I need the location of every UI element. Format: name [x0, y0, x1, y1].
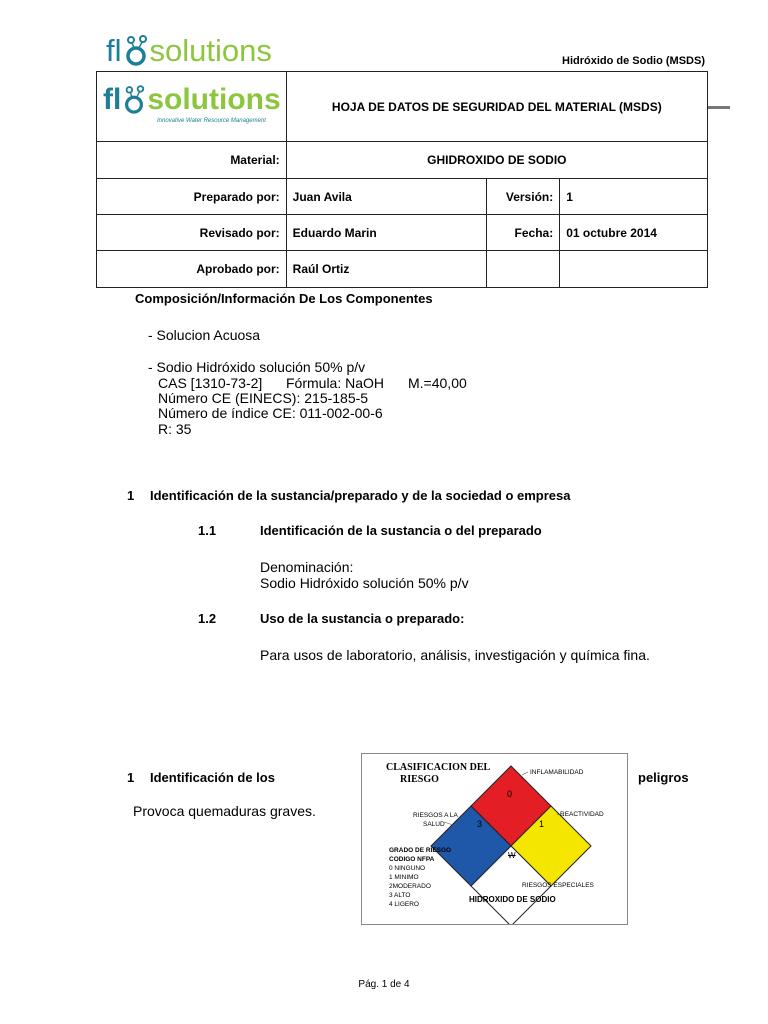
fecha-value: 01 octubre 2014: [560, 215, 708, 251]
uso-text: Para usos de laboratorio, análisis, investigación y química fina.: [260, 647, 650, 663]
ce-number: Número CE (EINECS): 215-185-5: [158, 390, 369, 406]
legend-title-2: CODIGO NFPA: [389, 856, 435, 863]
nfpa-title-2: RIESGO: [400, 774, 439, 785]
legend-item: 4 LIGERO: [389, 901, 419, 908]
reactividad-label: REACTIVIDAD: [560, 811, 604, 818]
preparado-label: Preparado por:: [97, 179, 287, 215]
peligros-text: Provoca quemaduras graves.: [133, 803, 316, 819]
fecha-label: Fecha:: [487, 215, 560, 251]
section-1-1-heading: Identificación de la sustancia o del preparado: [260, 523, 542, 538]
composicion-item-2: - Sodio Hidróxido solución 50% p/v: [148, 359, 366, 375]
section-1-number: 1: [127, 488, 135, 503]
nfpa-yellow-value: 1: [539, 819, 545, 829]
version-value: 1: [560, 179, 708, 215]
msds-title: HOJA DE DATOS DE SEGURIDAD DEL MATERIAL (MSDS): [286, 72, 707, 142]
nfpa-white-value: W: [508, 851, 516, 860]
revisado-label: Revisado por:: [97, 215, 287, 251]
page-number: Pág. 1 de 4: [358, 979, 410, 990]
inflamabilidad-pointer: [522, 772, 528, 775]
nfpa-red-value: 0: [507, 789, 513, 799]
preparado-value: Juan Avila: [286, 179, 487, 215]
header-logo: [106, 34, 272, 68]
section-2-number: 1: [127, 770, 135, 785]
salud-label-2: SALUD: [423, 821, 445, 828]
material-label: Material:: [97, 142, 287, 179]
legend-item: 1 MINIMO: [389, 874, 419, 881]
molar-mass: M.=40,00: [408, 375, 467, 391]
aprobado-label: Aprobado por:: [97, 251, 287, 288]
especiales-label: RIESGOS ESPECIALES: [522, 882, 594, 889]
legend-item: 0 NINGUNO: [389, 865, 426, 872]
r-phrase: R: 35: [158, 421, 192, 437]
nfpa-blue-value: 3: [477, 819, 483, 829]
table-logo-cell: [97, 72, 287, 142]
section-1-2-heading: Uso de la sustancia o preparado:: [260, 611, 465, 626]
msds-info-table: [96, 71, 708, 288]
composicion-heading: Composición/Información De Los Componentes: [135, 291, 433, 306]
logo-solutions-text: solutions: [149, 33, 272, 68]
formula: Fórmula: NaOH: [286, 375, 385, 391]
denominacion-value: Sodio Hidróxido solución 50% p/v: [260, 575, 469, 591]
section-1-1-number: 1.1: [198, 523, 217, 538]
revisado-value: Eduardo Marin: [286, 215, 487, 251]
document-header-title: Hidróxido de Sodio (MSDS): [562, 55, 705, 67]
composicion-item-1: - Solucion Acuosa: [148, 327, 261, 343]
table-logo-fl-text: fl: [103, 83, 122, 116]
section-2-heading-left: Identificación de los: [150, 770, 275, 785]
margin-marker: [708, 106, 730, 109]
empty-cell-2: [560, 251, 708, 288]
table-logo-solutions-text: solutions: [147, 83, 281, 116]
legend-item: 2MODERADO: [389, 883, 431, 890]
logo-molecule-icon: [123, 34, 149, 68]
section-2-heading-right: peligros: [638, 770, 689, 785]
denominacion-label: Denominación:: [260, 559, 354, 575]
index-number: Número de índice CE: 011-002-00-6: [158, 405, 383, 421]
version-label: Versión:: [487, 179, 560, 215]
table-logo: [103, 84, 281, 116]
inflamabilidad-label: INFLAMABILIDAD: [530, 769, 584, 776]
nfpa-title-1: CLASIFICACION DEL: [386, 762, 491, 773]
logo-fl-text: fl: [106, 33, 122, 68]
nfpa-diagram: [361, 753, 628, 925]
legend-title-1: GRADO DE RIESGO: [389, 847, 452, 854]
legend-item: 3 ALTO: [389, 892, 411, 899]
logo-tagline: Innovative Water Resource Management: [157, 118, 266, 124]
table-logo-molecule-icon: [122, 84, 146, 116]
nfpa-substance: HIDROXIDO DE SODIO: [469, 895, 556, 904]
cas-number: CAS [1310-73-2]: [158, 375, 263, 391]
empty-cell-1: [487, 251, 560, 288]
material-value: GHIDROXIDO DE SODIO: [286, 142, 707, 179]
aprobado-value: Raúl Ortiz: [286, 251, 487, 288]
salud-label-1: RIESGOS A LA: [413, 812, 458, 819]
section-1-2-number: 1.2: [198, 611, 217, 626]
section-1-heading: Identificación de la sustancia/preparado y de la sociedad o empresa: [150, 488, 571, 503]
